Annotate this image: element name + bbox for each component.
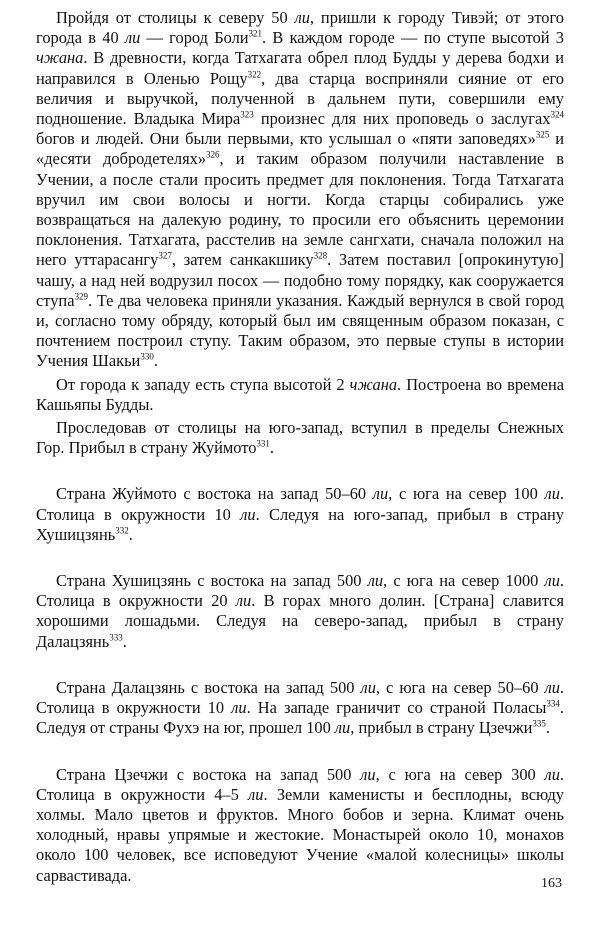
text-run: . Следуя от страны Фухэ на юг, прошел 100 (36, 698, 564, 738)
text-run: . Столица в окружности 10 (36, 677, 565, 718)
footnote-ref: 331 (256, 438, 270, 449)
text-run: . Столица в окружности 20 (36, 571, 564, 611)
text-run: Проследовав от столицы на юго-запад, вступил в пределы Снежных Гор. Прибыл в страну Жуймото (36, 418, 564, 458)
page-body (36, 8, 564, 886)
italic-term: ли (544, 677, 560, 697)
page-number: 163 (541, 876, 562, 891)
footnote-ref: 329 (74, 291, 88, 302)
italic-term: ли (294, 8, 310, 27)
italic-term: ли (367, 571, 384, 591)
text-run: произнес для них проповедь о заслугах (253, 109, 551, 129)
text-run: Страна Жуймото с востока на запад 50–60 (56, 484, 373, 504)
footnote-ref: 322 (247, 69, 262, 80)
text-run: . (269, 438, 275, 458)
text-run: Страна Цзечжи с востока на запад 500 (56, 764, 361, 784)
text-run: . Земли каменисты и бесплодны, всюду холмы. Мало цветов и фруктов. Много бобов и зерна. Климат очень холодный, нравы упрямые и жестокие. Монастырей около 10, монахов около 100 человек, все исповедуют Учение «малой колесницы» школы сарвастивада. (36, 784, 564, 885)
text-run: , затем санкакшику (171, 250, 314, 270)
paragraph-snowy-mountains (36, 418, 564, 458)
text-run: . (545, 718, 550, 738)
text-run: , пришли к городу Тивэй; от этого города в 40 (36, 8, 564, 48)
text-run: , и таким образом получили наставление в Учении, а после стали просить предмет для поклонения. Тогда Татхагата вручил им свои волосы и ногти. Когда старцы собирались уже возвращаться на далекую родину, то просили его объяснить церемонии поклонения. Татхагата, расстелив на земле сангхати, сначала положил на него уттарасангу (36, 149, 564, 270)
italic-term: ли (248, 784, 264, 804)
footnote-ref: 334 (546, 698, 560, 709)
text-run: Пройдя от столицы к северу 50 (56, 8, 295, 27)
text-run: . Те два человека приняли указания. Каждый вернулся в свой город и, согласно тому обряду, который был им священным образом показан, с почтением построил ступу. Таким образом, это первые ступы в истории Учения Шакьи (36, 290, 564, 371)
paragraph-zhuimoto (36, 484, 564, 545)
footnote-ref: 327 (158, 250, 172, 261)
text-run: . В каждом городе — по ступе высотой 3 (262, 28, 564, 48)
text-run: , с юга на север 100 (388, 484, 545, 504)
italic-term: ли (360, 764, 376, 784)
text-run: . Затем поставил [опрокинутую] чашу, а над ней водрузил посох — подобно тому порядку, как сооружается ступа (36, 250, 564, 310)
text-run: — город Боли (140, 28, 249, 48)
paragraph-tszechzhi (36, 765, 564, 886)
footnote-ref: 332 (115, 525, 129, 536)
text-run: . (153, 351, 158, 371)
text-run: . В древности, когда Татхагата обрел плод Будды у дерева бодхи и направился в Оленью Рощу (36, 48, 564, 88)
italic-term: ли (544, 571, 560, 591)
text-run: . В горах много долин. [Страна] славится хорошими лошадьми. Следуя на северо-запад, прибыл в страну Далацзянь (36, 591, 564, 651)
text-run: От города к западу есть ступа высотой 2 (56, 374, 350, 394)
footnote-ref: 335 (532, 718, 546, 729)
italic-term: ли (334, 718, 351, 738)
italic-term: ли (360, 677, 376, 697)
text-run: , прибыл в страну Цзечжи (350, 718, 533, 738)
italic-term: ли (231, 698, 247, 718)
text-run: . Построена во времена Кашьяпы Будды. (36, 374, 565, 414)
text-run: Страна Хушицзянь с востока на запад 500 (56, 571, 368, 591)
paragraph-dalatszyan (36, 678, 564, 739)
text-run: . Столица в окружности 10 (36, 484, 564, 524)
italic-term: ли (544, 764, 560, 784)
footnote-ref: 323 (240, 109, 254, 120)
paragraph-stupa-west (36, 375, 564, 415)
text-run: . (128, 524, 133, 544)
text-run: богов и людей. Они были первыми, кто услышал о «пяти заповедях» (36, 129, 536, 149)
footnote-ref: 326 (206, 149, 220, 160)
text-run: Страна Далацзянь с востока на запад 500 (56, 677, 361, 697)
italic-term: чжана (36, 48, 84, 68)
paragraph-khushitszyan (36, 571, 564, 652)
text-run: . Столица в окружности 4–5 (36, 764, 564, 804)
italic-term: чжана (349, 374, 398, 394)
italic-term: ли (124, 28, 141, 48)
italic-term: ли (235, 591, 252, 611)
footnote-ref: 321 (248, 28, 263, 39)
footnote-ref: 328 (313, 250, 328, 261)
text-run: . Следуя на юго-запад, прибыл в страну Хушицзянь (36, 504, 564, 544)
footnote-ref: 324 (550, 109, 564, 120)
text-run: , с юга на север 300 (375, 764, 545, 784)
italic-term: ли (240, 504, 256, 524)
paragraph-stupa-first (36, 8, 564, 372)
text-run: . На западе граничит со страной Поласы (246, 698, 547, 718)
text-run: и «десяти добродетелях» (36, 129, 565, 169)
text-run: . (122, 631, 127, 651)
footnote-ref: 325 (535, 129, 550, 140)
text-run: , с юга на север 1000 (383, 571, 545, 591)
footnote-ref: 330 (140, 351, 154, 362)
text-run: , с юга на север 50–60 (375, 677, 545, 697)
footnote-ref: 333 (109, 632, 123, 643)
italic-term: ли (372, 484, 389, 504)
text-run: , два старца восприняли сияние от его величия и выручкой, полученной в дальнем пути, совершили ему подношение. Владыка Мира (36, 68, 564, 129)
italic-term: ли (544, 484, 560, 504)
